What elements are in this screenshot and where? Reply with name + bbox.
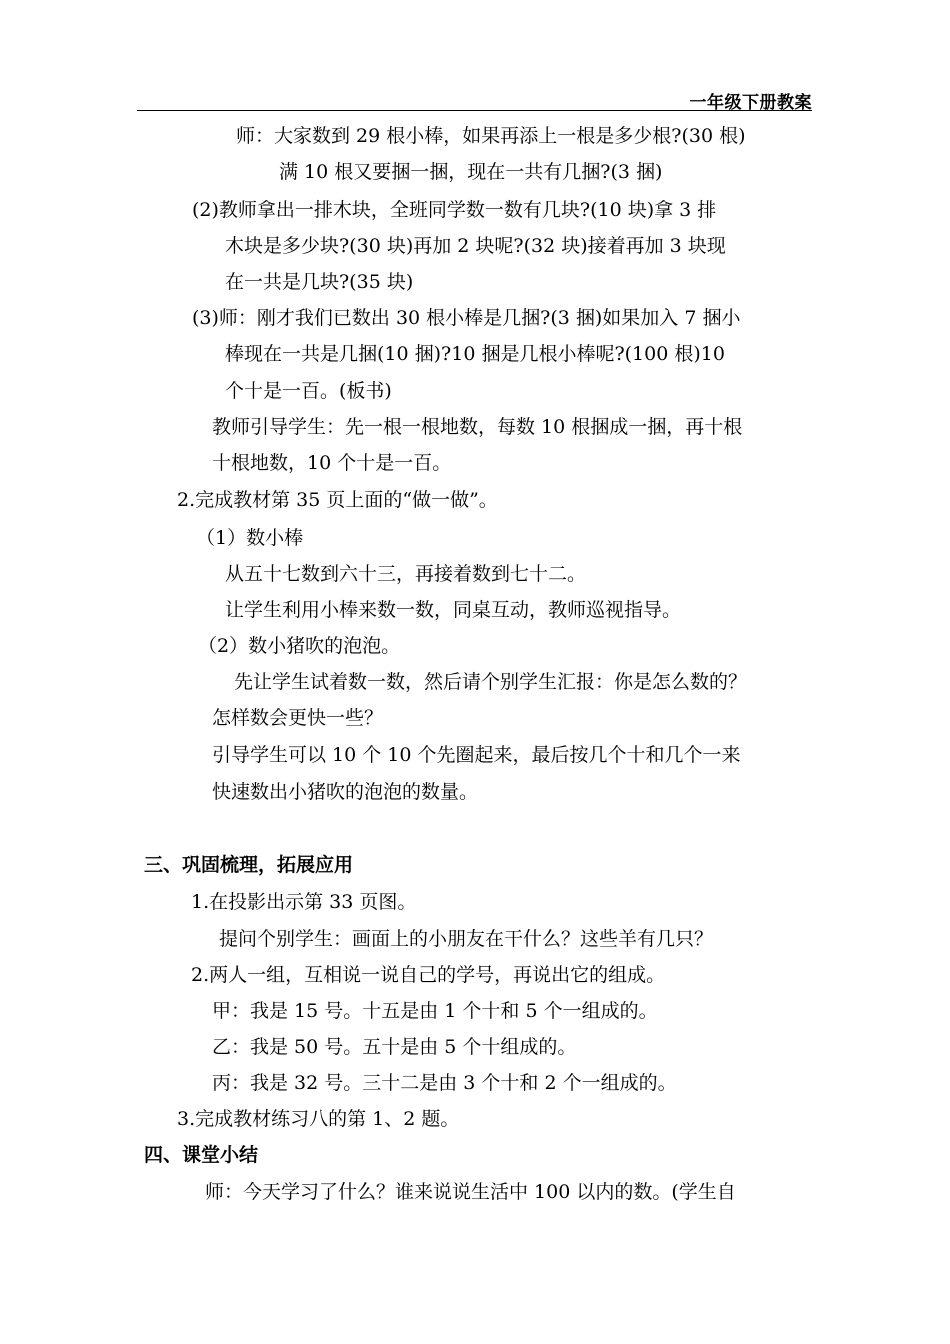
text-line: 棒现在一共是几捆(10 捆)?10 捆是几根小棒呢?(100 根)10 [225,343,725,365]
header-title: 一年级下册教案 [689,93,812,113]
text-line: 先让学生试着数一数，然后请个别学生汇报：你是怎么数的？ [234,671,748,693]
text-line: 十根地数，10 个十是一百。 [212,452,452,474]
text-line: 师：今天学习了什么？谁来说说生活中 100 以内的数。(学生自 [205,1181,736,1203]
section-heading: 三、巩固梳理，拓展应用 [144,854,354,876]
text-line: 从五十七数到六十三，再接着数到七十二。 [225,563,587,585]
text-line: (2)教师拿出一排木块，全班同学数一数有几块?(10 块)拿 3 排 [192,199,717,221]
text-line: 引导学生可以 10 个 10 个先圈起来，最后按几个十和几个一来 [212,744,741,766]
text-line: 让学生利用小棒来数一数，同桌互动，教师巡视指导。 [225,599,682,621]
text-line: 3.完成教材练习八的第 1、2 题。 [177,1108,460,1130]
text-line: 提问个别学生：画面上的小朋友在干什么？这些羊有几只？ [219,928,714,950]
text-line: 满 10 根又要捆一捆，现在一共有几捆?(3 捆) [279,161,663,183]
text-line: 乙：我是 50 号。五十是由 5 个十组成的。 [212,1036,577,1058]
text-line: 甲：我是 15 号。十五是由 1 个十和 5 个一组成的。 [212,1000,658,1022]
text-line: 怎样数会更快一些？ [212,707,384,729]
text-line: （2）数小猪吹的泡泡。 [198,635,401,657]
text-line: 2.完成教材第 35 页上面的“做一做”。 [177,489,498,511]
text-line: 木块是多少块?(30 块)再加 2 块呢?(32 块)接着再加 3 块现 [225,235,726,257]
text-line: 在一共是几块?(35 块) [225,271,414,293]
text-line: 1.在投影出示第 33 页图。 [191,891,417,913]
text-line: 个十是一百。(板书) [225,380,392,402]
text-line: （1）数小棒 [196,527,304,549]
text-line: 快速数出小猪吹的泡泡的数量。 [212,781,479,803]
header-divider [137,110,812,111]
text-line: 丙：我是 32 号。三十二是由 3 个十和 2 个一组成的。 [212,1072,677,1094]
section-heading: 四、课堂小结 [144,1144,259,1166]
text-line: 教师引导学生：先一根一根地数，每数 10 根捆成一捆，再十根 [212,416,743,438]
text-line: 师：大家数到 29 根小棒，如果再添上一根是多少根?(30 根) [236,125,746,147]
text-line: 2.两人一组，互相说一说自己的学号，再说出它的组成。 [191,964,666,986]
text-line: (3)师：刚才我们已数出 30 根小棒是几捆?(3 捆)如果加入 7 捆小 [192,307,741,329]
